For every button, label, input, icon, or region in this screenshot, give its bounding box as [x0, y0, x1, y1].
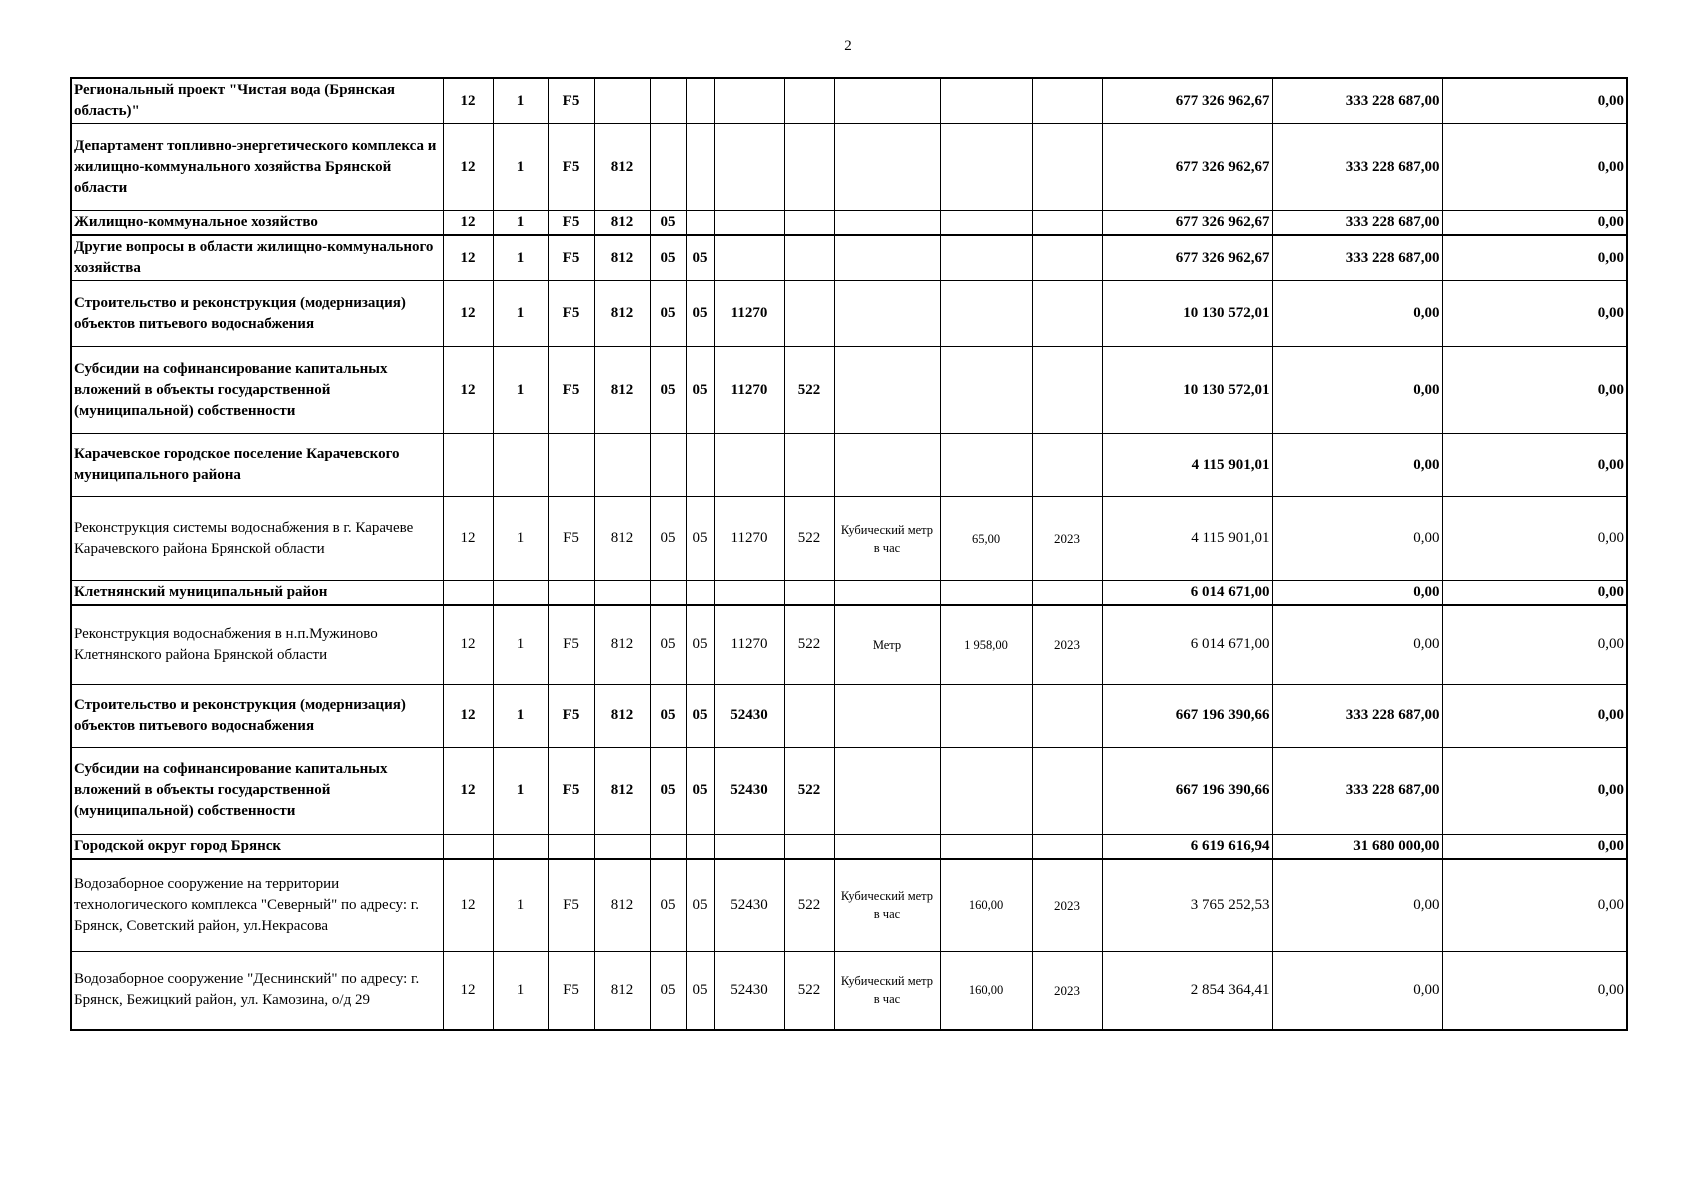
cell-code-4: 812	[594, 347, 650, 434]
cell-code-8: 522	[784, 952, 834, 1030]
cell-quantity	[940, 211, 1032, 236]
cell-amount-2: 0,00	[1272, 581, 1442, 606]
cell-code-6: 05	[686, 347, 714, 434]
cell-code-8: 522	[784, 605, 834, 684]
cell-code-6: 05	[686, 497, 714, 581]
cell-unit: Кубический метр в час	[834, 952, 940, 1030]
cell-code-3: F5	[548, 124, 594, 211]
cell-quantity	[940, 834, 1032, 859]
cell-amount-3: 0,00	[1442, 78, 1627, 124]
cell-code-3: F5	[548, 684, 594, 747]
cell-code-5: 05	[650, 235, 686, 281]
cell-code-1: 12	[443, 78, 493, 124]
cell-code-4: 812	[594, 124, 650, 211]
cell-unit	[834, 434, 940, 497]
cell-amount-2: 0,00	[1272, 952, 1442, 1030]
cell-code-8	[784, 684, 834, 747]
cell-code-8	[784, 124, 834, 211]
cell-code-5: 05	[650, 211, 686, 236]
cell-code-3: F5	[548, 952, 594, 1030]
table-row	[71, 834, 1627, 859]
cell-code-8	[784, 434, 834, 497]
cell-code-2	[493, 834, 548, 859]
cell-amount-3: 0,00	[1442, 834, 1627, 859]
table-row	[71, 124, 1627, 211]
cell-unit	[834, 747, 940, 834]
cell-code-6	[686, 834, 714, 859]
table-row	[71, 952, 1627, 1030]
cell-year	[1032, 78, 1102, 124]
cell-code-5	[650, 78, 686, 124]
cell-code-7: 11270	[714, 497, 784, 581]
cell-amount-3: 0,00	[1442, 124, 1627, 211]
cell-amount-3: 0,00	[1442, 747, 1627, 834]
cell-year	[1032, 124, 1102, 211]
cell-year	[1032, 211, 1102, 236]
cell-unit	[834, 124, 940, 211]
cell-code-1	[443, 834, 493, 859]
cell-name: Реконструкция системы водоснабжения в г. Карачеве Карачевского района Брянской области	[71, 497, 443, 581]
cell-amount-1: 3 765 252,53	[1102, 859, 1272, 952]
cell-code-5	[650, 834, 686, 859]
cell-amount-3: 0,00	[1442, 434, 1627, 497]
cell-amount-1: 677 326 962,67	[1102, 124, 1272, 211]
cell-code-3: F5	[548, 281, 594, 347]
cell-quantity: 65,00	[940, 497, 1032, 581]
cell-code-6: 05	[686, 859, 714, 952]
cell-code-4	[594, 834, 650, 859]
cell-code-4: 812	[594, 605, 650, 684]
cell-code-7	[714, 211, 784, 236]
cell-code-2: 1	[493, 497, 548, 581]
cell-code-4: 812	[594, 684, 650, 747]
cell-amount-2: 0,00	[1272, 497, 1442, 581]
cell-code-5: 05	[650, 347, 686, 434]
cell-code-1	[443, 581, 493, 606]
cell-code-7	[714, 124, 784, 211]
cell-amount-2: 333 228 687,00	[1272, 235, 1442, 281]
cell-quantity	[940, 747, 1032, 834]
cell-amount-3: 0,00	[1442, 605, 1627, 684]
cell-code-8: 522	[784, 497, 834, 581]
cell-code-4: 812	[594, 859, 650, 952]
cell-code-7: 52430	[714, 859, 784, 952]
cell-code-3: F5	[548, 235, 594, 281]
cell-name: Реконструкция водоснабжения в н.п.Мужиново Клетнянского района Брянской области	[71, 605, 443, 684]
cell-code-3	[548, 834, 594, 859]
cell-amount-1: 4 115 901,01	[1102, 434, 1272, 497]
cell-amount-1: 10 130 572,01	[1102, 347, 1272, 434]
cell-code-1: 12	[443, 684, 493, 747]
cell-unit: Кубический метр в час	[834, 859, 940, 952]
cell-code-5	[650, 581, 686, 606]
cell-amount-1: 2 854 364,41	[1102, 952, 1272, 1030]
cell-code-2: 1	[493, 211, 548, 236]
table-row	[71, 684, 1627, 747]
cell-name: Региональный проект "Чистая вода (Брянская область)"	[71, 78, 443, 124]
cell-unit	[834, 684, 940, 747]
cell-unit	[834, 281, 940, 347]
cell-amount-1: 6 014 671,00	[1102, 605, 1272, 684]
cell-quantity: 160,00	[940, 859, 1032, 952]
table-row	[71, 497, 1627, 581]
cell-code-3	[548, 434, 594, 497]
cell-code-4: 812	[594, 747, 650, 834]
cell-code-3: F5	[548, 211, 594, 236]
cell-year: 2023	[1032, 605, 1102, 684]
cell-code-5: 05	[650, 747, 686, 834]
cell-amount-2: 0,00	[1272, 434, 1442, 497]
cell-code-2: 1	[493, 281, 548, 347]
cell-year	[1032, 281, 1102, 347]
cell-code-6	[686, 124, 714, 211]
cell-code-4: 812	[594, 211, 650, 236]
cell-code-5: 05	[650, 605, 686, 684]
cell-code-5: 05	[650, 281, 686, 347]
cell-code-7	[714, 78, 784, 124]
cell-name: Клетнянский муниципальный район	[71, 581, 443, 606]
cell-code-8	[784, 235, 834, 281]
cell-year	[1032, 235, 1102, 281]
cell-amount-3: 0,00	[1442, 347, 1627, 434]
cell-code-6: 05	[686, 235, 714, 281]
cell-amount-3: 0,00	[1442, 581, 1627, 606]
cell-code-7: 11270	[714, 605, 784, 684]
cell-code-8	[784, 211, 834, 236]
page-number: 2	[844, 38, 852, 54]
cell-code-7: 52430	[714, 952, 784, 1030]
cell-amount-3: 0,00	[1442, 235, 1627, 281]
cell-quantity	[940, 684, 1032, 747]
cell-unit: Метр	[834, 605, 940, 684]
cell-code-6: 05	[686, 747, 714, 834]
cell-code-7: 11270	[714, 281, 784, 347]
cell-code-3	[548, 581, 594, 606]
cell-code-1	[443, 434, 493, 497]
cell-code-4	[594, 434, 650, 497]
cell-year: 2023	[1032, 952, 1102, 1030]
cell-code-8	[784, 78, 834, 124]
cell-year: 2023	[1032, 497, 1102, 581]
cell-year	[1032, 347, 1102, 434]
cell-year	[1032, 581, 1102, 606]
cell-code-8	[784, 834, 834, 859]
cell-amount-2: 0,00	[1272, 859, 1442, 952]
cell-name: Субсидии на софинансирование капитальных вложений в объекты государственной (муниципальной) собственности	[71, 747, 443, 834]
cell-code-5: 05	[650, 684, 686, 747]
cell-year	[1032, 434, 1102, 497]
cell-code-3: F5	[548, 605, 594, 684]
cell-amount-2: 333 228 687,00	[1272, 747, 1442, 834]
cell-year	[1032, 747, 1102, 834]
cell-amount-1: 677 326 962,67	[1102, 235, 1272, 281]
cell-code-6: 05	[686, 605, 714, 684]
cell-name: Водозаборное сооружение "Деснинский" по адресу: г. Брянск, Бежицкий район, ул. Камозина, о/д 29	[71, 952, 443, 1030]
cell-code-7: 11270	[714, 347, 784, 434]
cell-code-1: 12	[443, 124, 493, 211]
cell-year: 2023	[1032, 859, 1102, 952]
cell-amount-3: 0,00	[1442, 684, 1627, 747]
cell-quantity: 160,00	[940, 952, 1032, 1030]
cell-code-1: 12	[443, 747, 493, 834]
cell-code-2: 1	[493, 859, 548, 952]
cell-name: Другие вопросы в области жилищно-коммунального хозяйства	[71, 235, 443, 281]
cell-name: Департамент топливно-энергетического комплекса и жилищно-коммунального хозяйства Брянской области	[71, 124, 443, 211]
table-row	[71, 78, 1627, 124]
cell-code-5: 05	[650, 497, 686, 581]
cell-code-4: 812	[594, 952, 650, 1030]
cell-code-3: F5	[548, 747, 594, 834]
cell-quantity	[940, 581, 1032, 606]
cell-amount-1: 4 115 901,01	[1102, 497, 1272, 581]
cell-code-2: 1	[493, 605, 548, 684]
cell-name: Строительство и реконструкция (модернизация) объектов питьевого водоснабжения	[71, 684, 443, 747]
cell-code-5	[650, 124, 686, 211]
cell-code-8	[784, 581, 834, 606]
cell-code-8: 522	[784, 859, 834, 952]
cell-unit	[834, 581, 940, 606]
cell-code-7	[714, 834, 784, 859]
cell-code-2: 1	[493, 684, 548, 747]
cell-amount-3: 0,00	[1442, 952, 1627, 1030]
table-body	[71, 78, 1627, 1030]
cell-code-5: 05	[650, 952, 686, 1030]
cell-name: Городской округ город Брянск	[71, 834, 443, 859]
table-row	[71, 281, 1627, 347]
cell-unit	[834, 78, 940, 124]
cell-code-1: 12	[443, 211, 493, 236]
cell-code-2	[493, 434, 548, 497]
cell-code-4	[594, 78, 650, 124]
cell-quantity	[940, 124, 1032, 211]
cell-amount-2: 333 228 687,00	[1272, 78, 1442, 124]
cell-quantity	[940, 235, 1032, 281]
table-row	[71, 235, 1627, 281]
cell-quantity	[940, 434, 1032, 497]
cell-code-6	[686, 581, 714, 606]
cell-amount-1: 677 326 962,67	[1102, 211, 1272, 236]
table-row	[71, 347, 1627, 434]
cell-amount-2: 0,00	[1272, 281, 1442, 347]
cell-unit: Кубический метр в час	[834, 497, 940, 581]
cell-code-6	[686, 211, 714, 236]
table-row	[71, 859, 1627, 952]
cell-unit	[834, 235, 940, 281]
cell-amount-1: 667 196 390,66	[1102, 747, 1272, 834]
cell-code-4: 812	[594, 497, 650, 581]
cell-code-8: 522	[784, 747, 834, 834]
cell-code-2	[493, 581, 548, 606]
cell-code-2: 1	[493, 235, 548, 281]
cell-amount-1: 677 326 962,67	[1102, 78, 1272, 124]
cell-code-8: 522	[784, 347, 834, 434]
cell-code-8	[784, 281, 834, 347]
cell-code-6: 05	[686, 952, 714, 1030]
cell-year	[1032, 684, 1102, 747]
cell-code-2: 1	[493, 747, 548, 834]
cell-code-1: 12	[443, 497, 493, 581]
cell-code-1: 12	[443, 281, 493, 347]
cell-code-3: F5	[548, 497, 594, 581]
cell-unit	[834, 211, 940, 236]
cell-code-4: 812	[594, 281, 650, 347]
cell-code-3: F5	[548, 347, 594, 434]
cell-name: Строительство и реконструкция (модернизация) объектов питьевого водоснабжения	[71, 281, 443, 347]
cell-amount-1: 6 014 671,00	[1102, 581, 1272, 606]
cell-unit	[834, 834, 940, 859]
cell-amount-2: 333 228 687,00	[1272, 684, 1442, 747]
cell-code-6: 05	[686, 684, 714, 747]
cell-code-5: 05	[650, 859, 686, 952]
cell-amount-2: 0,00	[1272, 347, 1442, 434]
cell-amount-3: 0,00	[1442, 859, 1627, 952]
cell-amount-1: 10 130 572,01	[1102, 281, 1272, 347]
cell-code-7	[714, 235, 784, 281]
cell-code-4: 812	[594, 235, 650, 281]
cell-name: Жилищно-коммунальное хозяйство	[71, 211, 443, 236]
cell-quantity	[940, 78, 1032, 124]
cell-name: Карачевское городское поселение Карачевского муниципального района	[71, 434, 443, 497]
cell-code-7	[714, 434, 784, 497]
cell-code-7: 52430	[714, 747, 784, 834]
cell-code-1: 12	[443, 952, 493, 1030]
cell-code-1: 12	[443, 235, 493, 281]
budget-table	[70, 77, 1628, 1031]
cell-amount-2: 333 228 687,00	[1272, 124, 1442, 211]
cell-amount-2: 0,00	[1272, 605, 1442, 684]
cell-amount-3: 0,00	[1442, 281, 1627, 347]
cell-code-6	[686, 78, 714, 124]
cell-name: Водозаборное сооружение на территории технологического комплекса "Северный" по адресу: г. Брянск, Советский район, ул.Некрасова	[71, 859, 443, 952]
cell-code-1: 12	[443, 347, 493, 434]
table-row	[71, 581, 1627, 606]
cell-code-2: 1	[493, 952, 548, 1030]
cell-code-2: 1	[493, 124, 548, 211]
cell-code-6: 05	[686, 281, 714, 347]
cell-code-5	[650, 434, 686, 497]
cell-code-7	[714, 581, 784, 606]
cell-code-2: 1	[493, 347, 548, 434]
cell-amount-2: 31 680 000,00	[1272, 834, 1442, 859]
cell-name: Субсидии на софинансирование капитальных вложений в объекты государственной (муниципальной) собственности	[71, 347, 443, 434]
cell-amount-1: 667 196 390,66	[1102, 684, 1272, 747]
cell-quantity	[940, 347, 1032, 434]
table-row	[71, 434, 1627, 497]
table-row	[71, 747, 1627, 834]
cell-quantity	[940, 281, 1032, 347]
cell-code-1: 12	[443, 859, 493, 952]
cell-amount-2: 333 228 687,00	[1272, 211, 1442, 236]
cell-amount-1: 6 619 616,94	[1102, 834, 1272, 859]
cell-code-1: 12	[443, 605, 493, 684]
cell-year	[1032, 834, 1102, 859]
cell-code-4	[594, 581, 650, 606]
cell-code-6	[686, 434, 714, 497]
cell-unit	[834, 347, 940, 434]
cell-code-7: 52430	[714, 684, 784, 747]
cell-code-2: 1	[493, 78, 548, 124]
table-row	[71, 211, 1627, 236]
cell-amount-3: 0,00	[1442, 497, 1627, 581]
cell-code-3: F5	[548, 859, 594, 952]
cell-code-3: F5	[548, 78, 594, 124]
cell-quantity: 1 958,00	[940, 605, 1032, 684]
table-row	[71, 605, 1627, 684]
cell-amount-3: 0,00	[1442, 211, 1627, 236]
